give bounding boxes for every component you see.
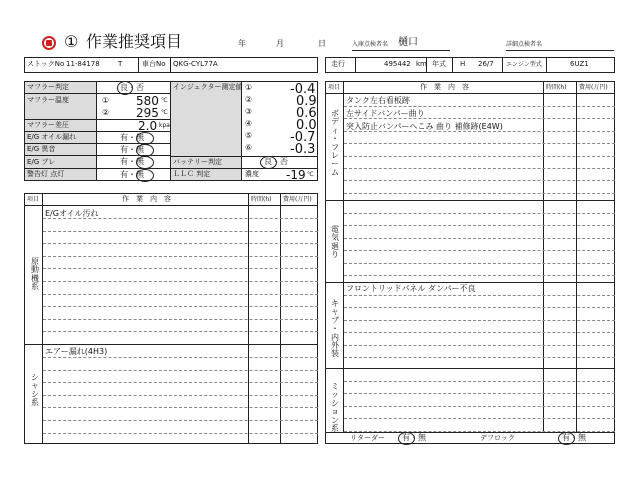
year-label: 年式	[432, 60, 446, 68]
work-right-entry-cab-0: フロントリッドパネル ダンパー不良	[346, 284, 476, 293]
year-value: 26/7	[478, 60, 494, 68]
stock-number: 11-84178	[66, 60, 100, 68]
ruled-line	[344, 238, 615, 239]
injector-idx-1: ①	[245, 83, 253, 92]
section-electrical-label: 電 気 廻 り	[331, 225, 339, 260]
page-title: 作業推奨項目	[86, 32, 183, 51]
injector-label: インジェクター測定値	[173, 83, 243, 91]
engine-label: エンジン型式	[506, 61, 542, 68]
ruled-line	[43, 218, 318, 219]
ruled-line	[43, 433, 318, 434]
retarder-label: リターダー	[350, 434, 385, 442]
ruled-line	[344, 406, 615, 407]
ruled-line	[43, 331, 318, 332]
inspector-name: 樋口	[398, 37, 418, 48]
llc-label: ＬＬＣ 判定	[173, 170, 211, 178]
stock-suffix: T	[118, 60, 123, 68]
injector-idx-3: ③	[245, 107, 253, 116]
injector-idx-5: ⑤	[245, 131, 253, 140]
section-chassis-label: シ ャ シ 系	[31, 373, 39, 408]
ruled-line	[344, 295, 615, 296]
engine-value: 6UZ1	[570, 60, 589, 68]
muffler-temp-v2: 295	[136, 106, 159, 120]
work-left-entry-engine-0: E/Gオイル汚れ	[45, 209, 99, 218]
work-right-col-item: 項目	[328, 84, 341, 91]
ruled-line	[43, 231, 318, 232]
muffler-pressure-unit: kpa	[159, 122, 170, 129]
section-transmission-label: ミ ッ シ ョ ン 系	[331, 382, 339, 433]
battery-label: バッテリー判定	[173, 158, 222, 166]
ruled-line	[344, 225, 615, 226]
work-left-col-item: 項目	[27, 196, 40, 203]
eg-shake-circle	[136, 156, 154, 169]
muffler-temp-idx2: ②	[102, 108, 110, 117]
mileage-value: 495442	[384, 60, 411, 68]
date-day-label: 日	[318, 39, 326, 48]
detail-inspector-label: 詳細点検者名	[506, 41, 543, 48]
ruled-line	[43, 420, 318, 421]
ruled-line	[344, 418, 615, 419]
injector-val-5: -0.7	[290, 130, 316, 145]
eg-noise-label: E/G 異音	[27, 145, 56, 153]
mileage-label: 走行	[331, 60, 345, 68]
work-right-col-content: 作 業 内 容	[420, 83, 469, 91]
battery-value: 良・否	[264, 157, 288, 166]
injector-idx-4: ④	[245, 119, 253, 128]
ruled-line	[344, 345, 615, 346]
eg-noise-value: 有・無	[120, 145, 144, 154]
muffler-temp-v1: 580	[136, 94, 159, 108]
ruled-line	[43, 281, 318, 282]
llc-value: -19	[286, 168, 306, 182]
injector-idx-2: ②	[245, 95, 253, 104]
model-label: 車台No	[142, 60, 166, 68]
injector-val-2: 0.9	[296, 94, 317, 109]
eg-oil-leak-value: 有・無	[120, 133, 144, 142]
section-engine-label: 原 動 機 系	[31, 257, 39, 292]
ruled-line	[344, 357, 615, 358]
work-right-col-time: 時間(h)	[546, 84, 567, 91]
ruled-line	[43, 319, 318, 320]
battery-circle	[260, 156, 277, 169]
ruled-line	[43, 407, 318, 408]
work-right-entry-body-0: タンク左右看板跡	[346, 96, 410, 105]
date-month-label: 月	[276, 39, 284, 48]
ruled-line	[344, 106, 615, 107]
ruled-line	[344, 156, 615, 157]
mileage-unit: km	[416, 60, 427, 68]
diff-lock-label: デフロック	[480, 434, 515, 442]
ruled-line	[344, 275, 615, 276]
muffler-temp-u2: ℃	[161, 109, 168, 116]
muffler-pressure-label: マフラー差圧	[27, 121, 69, 129]
date-year-label: 年	[238, 39, 246, 48]
work-right-col-cost: 費用(万円)	[579, 84, 608, 91]
muffler-judgement-label: マフラー判定	[27, 83, 69, 91]
retarder-circle	[398, 432, 415, 445]
eg-shake-label: E/G ブレ	[27, 158, 56, 166]
work-right-entry-body-2: 突入防止バンパーへこみ 曲り 補修跡(E4W)	[346, 122, 503, 131]
muffler-judgement-value: 良・否	[120, 83, 144, 92]
ruled-line	[344, 393, 615, 394]
work-left-entry-chassis-0: エアー漏れ(4H3)	[45, 347, 108, 356]
work-right-entry-body-1: 左サイドバンパー曲り	[346, 109, 425, 118]
injector-val-1: -0.4	[290, 82, 316, 97]
section-body-frame-label: ボ デ ィ ・ フ レ ー ム	[331, 109, 339, 177]
ruled-line	[344, 307, 615, 308]
injector-val-4: 0.0	[296, 118, 317, 133]
muffler-temp-idx1: ①	[102, 96, 110, 105]
eg-shake-value: 有・無	[120, 157, 144, 166]
ruled-line	[344, 180, 615, 181]
muffler-temp-u1: ℃	[161, 97, 168, 104]
ruled-line	[344, 143, 615, 144]
ruled-line	[344, 263, 615, 264]
section-cab-label: キ ャ ブ ・ 内 外 装	[331, 299, 339, 359]
ruled-line	[43, 357, 318, 358]
eg-oil-leak-label: E/G オイル漏れ	[27, 133, 77, 141]
muffler-judgement-circle	[117, 81, 133, 95]
work-left-col-content: 作 業 内 容	[122, 195, 171, 203]
ruled-line	[344, 431, 615, 432]
work-left-col-cost: 費用(万円)	[283, 196, 312, 203]
warning-lamp-label: 警告灯 点灯	[27, 170, 65, 178]
ruled-line	[43, 382, 318, 383]
ruled-line	[43, 370, 318, 371]
year-era: H	[460, 60, 466, 68]
ruled-line	[344, 320, 615, 321]
ruled-line	[43, 306, 318, 307]
retarder-value: 有・無	[402, 433, 426, 442]
diff-lock-value: 有・無	[562, 433, 586, 442]
injector-idx-6: ⑥	[245, 143, 253, 152]
ruled-line	[344, 250, 615, 251]
ruled-line	[344, 193, 615, 194]
muffler-temp-label: マフラー温度	[27, 96, 69, 104]
muffler-pressure-value: 2.0	[138, 119, 158, 133]
llc-unit: ℃	[307, 171, 314, 178]
model-value: QKG-CYL77A	[173, 60, 218, 68]
ruled-line	[344, 213, 615, 214]
brand-logo	[42, 36, 56, 50]
work-left-col-time: 時間(h)	[251, 196, 272, 203]
ruled-line	[344, 168, 615, 169]
ruled-line	[344, 381, 615, 382]
ruled-line	[43, 268, 318, 269]
ruled-line	[344, 118, 615, 119]
warning-lamp-circle	[136, 169, 154, 182]
diff-lock-circle	[558, 432, 575, 445]
stock-label: ストックNo	[27, 60, 65, 68]
ruled-line	[344, 332, 615, 333]
ruled-line	[43, 256, 318, 257]
llc-conc-label: 濃度	[245, 170, 259, 178]
injector-val-3: 0.6	[296, 106, 317, 121]
ruled-line	[43, 395, 318, 396]
ruled-line	[43, 243, 318, 244]
warning-lamp-value: 有・無	[120, 170, 144, 179]
ruled-line	[43, 294, 318, 295]
inspector-label: 入庫点検者名	[352, 41, 389, 48]
title-number: ①	[64, 32, 79, 51]
injector-val-6: -0.3	[290, 142, 316, 157]
